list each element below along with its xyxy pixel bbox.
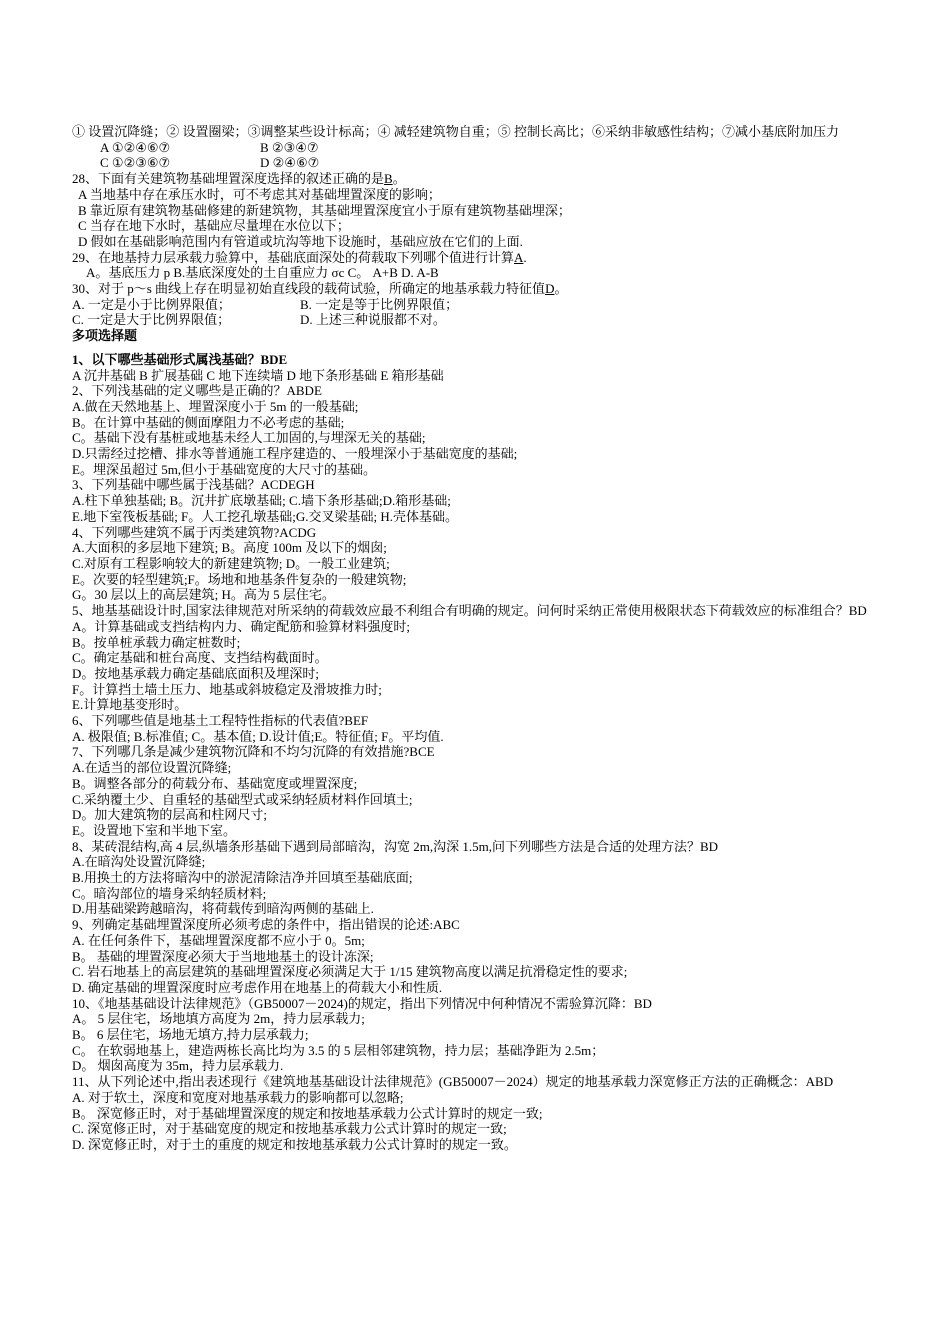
- option-line: C。 在软弱地基上，建造两栋长高比均为 3.5 的 5 层相邻建筑物，持力层；基础净距为 2.5m；: [72, 1042, 605, 1058]
- option-line: D. 确定基础的埋置深度时应考虑作用在地基上的荷载大小和性质.: [72, 979, 443, 995]
- question-stem: 11、从下列论述中,指出表述现行《建筑地基基础设计法律规范》(GB50007－2024）规定的地基承载力深宽修正方法的正确概念：ABD: [72, 1074, 834, 1090]
- answer: D: [545, 281, 555, 297]
- option-line: D。 烟囱高度为 35m，持力层承载力.: [72, 1058, 284, 1074]
- option-b: B ②③④⑦: [260, 139, 319, 155]
- option: D 假如在基础影响范围内有管道或坑沟等地下设施时，基础应放在它们的上面.: [78, 233, 523, 249]
- options-q29: A。基底压力 p B.基底深度处的土自重应力 σc C。 A+B D. A-B: [86, 265, 439, 281]
- option-line: D.用基础梁跨越暗沟，将荷载传到暗沟两侧的基础上.: [72, 901, 374, 917]
- option-line: C。暗沟部位的墙身采纳轻质材料;: [72, 885, 267, 901]
- option-line: C.对原有工程影响较大的新建建筑物; D。一般工业建筑;: [72, 555, 390, 571]
- option-c: C ①②③⑥⑦: [100, 155, 171, 171]
- option: C 当存在地下水时，基础应尽量埋在水位以下；: [78, 218, 350, 234]
- question-stem: 10、《地基基础设计法律规范》（GB50007－2024)的规定，指出下列情况中何种情况不需验算沉降：BD: [72, 995, 652, 1011]
- option-line: C. 深宽修正时，对于基础宽度的规定和按地基承载力公式计算时的规定一致;: [72, 1121, 507, 1137]
- option-row-2: [72, 155, 892, 171]
- question-stem: 6、下列哪些值是地基土工程特性指标的代表值?BEF: [72, 713, 369, 729]
- question-stem: 3、下列基础中哪些属于浅基础？ACDEGH: [72, 477, 315, 493]
- option-line: D。加大建筑物的层高和柱网尺寸;: [72, 807, 268, 823]
- question-stem: 1、以下哪些基础形式属浅基础？BDE: [72, 351, 288, 367]
- option-line: E。埋深虽超过 5m,但小于基础宽度的大尺寸的基础。: [72, 461, 377, 477]
- option-line: D。按地基承载力确定基础底面积及埋深时;: [72, 665, 320, 681]
- option-line: B。 6 层住宅，场地无填方,持力层承载力;: [72, 1027, 309, 1043]
- multi-choice-questions: [72, 352, 892, 1153]
- option-line: B。 深宽修正时，对于基础埋置深度的规定和按地基承载力公式计算时的规定一致;: [72, 1105, 543, 1121]
- option-line: A。计算基础或支挡结构内力、确定配筋和验算材料强度时;: [72, 618, 411, 634]
- option-line: A.大面积的多层地下建筑; B。高度 100m 及以下的烟囱;: [72, 540, 387, 556]
- option-c: C. 一定是大于比例界限值；: [72, 312, 231, 328]
- option: A 当地基中存在承压水时，可不考虑其对基础埋置深度的影响；: [78, 186, 441, 202]
- option-b: B. 一定是等于比例界限值；: [300, 296, 459, 312]
- option-line: A. 对于软土，深度和宽度对地基承载力的影响都可以忽略;: [72, 1089, 404, 1105]
- option-a: A ①②④⑥⑦: [100, 139, 171, 155]
- option-line: A.做在天然地基上、埋置深度小于 5m 的一般基础;: [72, 398, 359, 414]
- question-stem: 8、某砖混结构,高 4 层,纵墙条形基础下遇到局部暗沟，沟宽 2m,沟深 1.5m,问下列哪些方法是合适的处理方法？BD: [72, 838, 719, 854]
- option-line: F。计算挡土墙土压力、地基或斜坡稳定及滑坡推力时;: [72, 681, 382, 697]
- options-row-1: [72, 297, 892, 313]
- option-line: C。基础下没有基桩或地基未经人工加固的,与埋深无关的基础;: [72, 430, 426, 446]
- option-line: C.采纳覆土少、自重轻的基础型式或采纳轻质材料作回填土;: [72, 791, 413, 807]
- question-stem: 2、下列浅基础的定义哪些是正确的？ABDE: [72, 383, 322, 399]
- option-line: B。调整各部分的荷载分布、基础宽度或埋置深度;: [72, 775, 358, 791]
- measures-list: ① 设置沉降缝；② 设置圈梁；③调整某些设计标高；④ 减轻建筑物自重；⑤ 控制长高比；⑥采纳非敏感性结构；⑦减小基底附加压力: [72, 124, 840, 139]
- option-line: A 沉井基础 B 扩展基础 C 地下连续墙 D 地下条形基础 E 箱形基础: [72, 367, 444, 383]
- option-line: G。30 层以上的高层建筑; H。高为 5 层住宅。: [72, 587, 335, 603]
- answer: A: [514, 249, 524, 265]
- option-line: A. 极限值; B.标准值; C。基本值; D.设计值;E。特征值; F。平均值.: [72, 728, 444, 744]
- spacer: [72, 344, 892, 352]
- question-stem: 9、列确定基础埋置深度所必须考虑的条件中，指出错误的论述:ABC: [72, 917, 460, 933]
- option-line: E。设置地下室和半地下室。: [72, 822, 236, 838]
- option-line: A.在暗沟处设置沉降缝;: [72, 854, 206, 870]
- option-line: A。 5 层住宅，场地填方高度为 2m，持力层承载力;: [72, 1011, 365, 1027]
- option-line: B。按单桩承载力确定桩数时;: [72, 634, 241, 650]
- option-line: A.柱下单独基础; B。沉井扩底墩基础; C.墙下条形基础;D.箱形基础;: [72, 493, 451, 509]
- option-line: C. 岩石地基上的高层建筑的基础埋置深度必须满足大于 1/15 建筑物高度以满足抗滑稳定性的要求;: [72, 964, 628, 980]
- option-line: E.计算地基变形时。: [72, 697, 188, 713]
- option: B 靠近原有建筑物基础修建的新建筑物，其基础埋置深度宜小于原有建筑物基础埋深；: [78, 202, 571, 218]
- question-stem: 7、下列哪几条是减少建筑物沉降和不均匀沉降的有效措施?BCE: [72, 744, 435, 760]
- option-line: C。确定基础和桩台高度、支挡结构截面时。: [72, 650, 328, 666]
- option-line: E.地下室筏板基础; F。人工挖孔墩基础;G.交叉梁基础; H.壳体基础。: [72, 508, 459, 524]
- section-title: 多项选择题: [72, 328, 138, 344]
- question-29: 29、在地基持力层承载力验算中，基础底面深处的荷载取下列哪个值进行计算A.: [72, 249, 527, 265]
- question-stem: 5、地基基础设计时,国家法律规范对所采纳的荷载效应最不利组合有明确的规定。问何时采纳正常使用极限状态下荷载效应的标准组合？BD: [72, 603, 867, 619]
- answer: B: [384, 171, 393, 187]
- option-d: D ②④⑥⑦: [260, 155, 320, 171]
- question-30: 30、对于 p～s 曲线上存在明显初始直线段的载荷试验，所确定的地基承载力特征值D。: [72, 281, 568, 297]
- option-row-1: [72, 140, 892, 156]
- question-28: 28、下面有关建筑物基础埋置深度选择的叙述正确的是B。: [72, 171, 406, 187]
- question-stem: 4、下列哪些建筑不属于丙类建筑物?ACDG: [72, 524, 317, 540]
- option-line: E。次要的轻型建筑;F。场地和地基条件复杂的一般建筑物;: [72, 571, 407, 587]
- option-line: D.只需经过挖槽、排水等普通施工程序建造的、一般埋深小于基础宽度的基础;: [72, 446, 518, 462]
- option-line: B.用换土的方法将暗沟中的淤泥清除洁净并回填至基础底面;: [72, 870, 413, 886]
- option-line: B。在计算中基础的侧面摩阻力不必考虑的基础;: [72, 414, 345, 430]
- option-line: A.在适当的部位设置沉降缝;: [72, 760, 232, 776]
- option-d: D. 上述三种说服都不对。: [300, 312, 446, 328]
- option-a: A. 一定是小于比例界限值；: [72, 296, 231, 312]
- document-page: [72, 124, 892, 1153]
- option-line: A. 在任何条件下，基础埋置深度都不应小于 0。5m;: [72, 932, 365, 948]
- options-row-2: [72, 312, 892, 328]
- option-line: D. 深宽修正时，对于土的重度的规定和按地基承载力公式计算时的规定一致。: [72, 1137, 517, 1152]
- option-line: B。 基础的埋置深度必须大于当地地基土的设计冻深;: [72, 948, 374, 964]
